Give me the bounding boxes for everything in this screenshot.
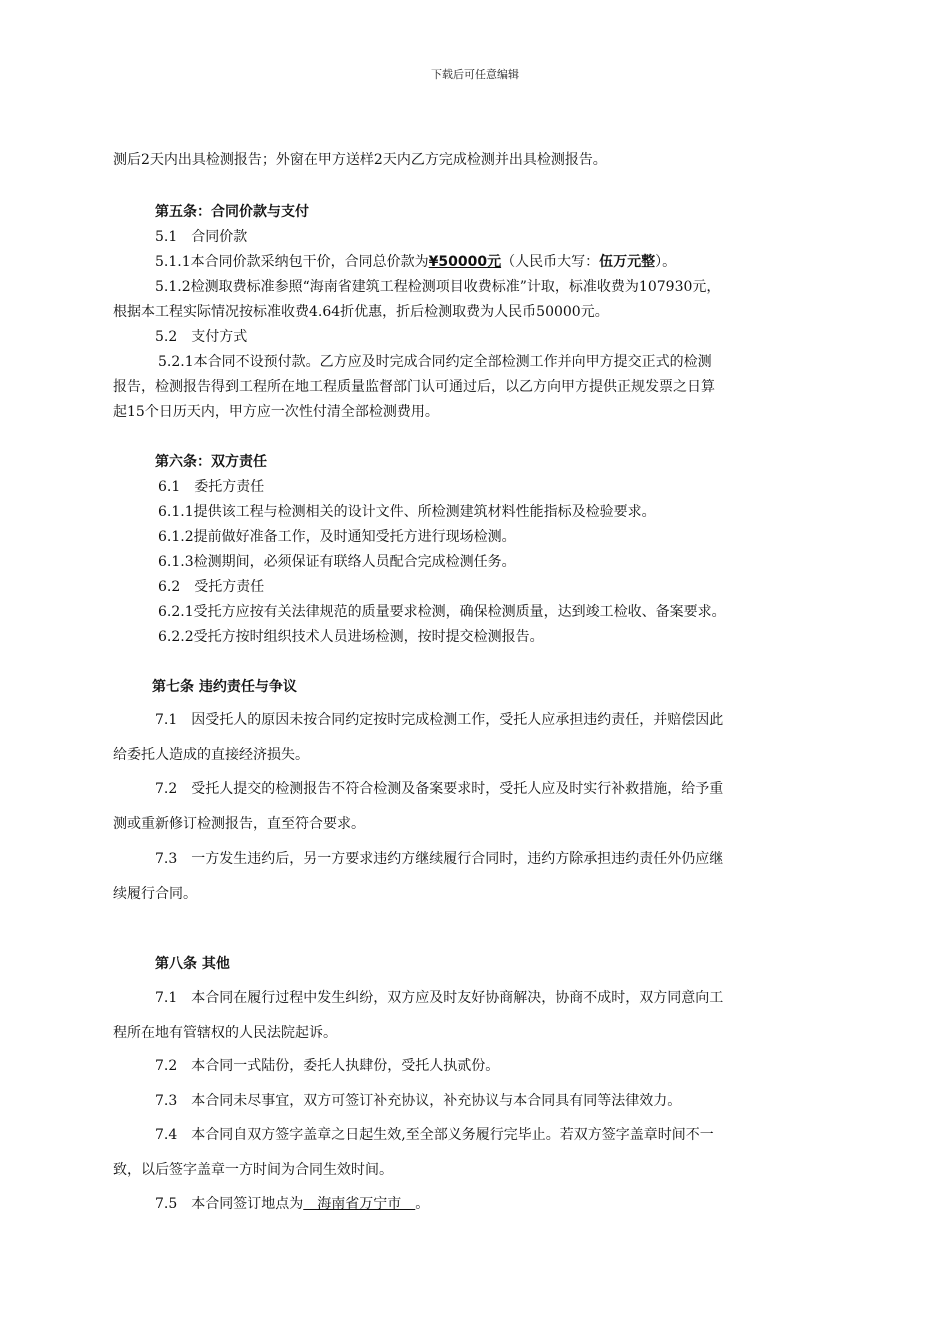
clause-7-1-line-2: 给委托人造成的直接经济损失。 (113, 747, 309, 763)
contract-amount: ¥50000元 (428, 254, 502, 270)
clause-5-1-2-line-1: 5.1.2检测取费标准参照“海南省建筑工程检测项目收费标准”计取，标准收费为107930元， (155, 279, 721, 295)
page-header: 下载后可任意编辑 (431, 68, 519, 81)
clause-6-2-2: 6.2.2受托方按时组织技术人员进场检测，按时提交检测报告。 (158, 629, 544, 645)
clause-5-1-1-text-a: 5.1.1本合同价款采纳包干价，合同总价款为 (155, 254, 429, 270)
clause-7-2-line-1: 7.2 受托人提交的检测报告不符合检测及备案要求时，受托人应及时实行补救措施，给予重 (155, 781, 724, 797)
section-7-title: 第七条 违约责任与争议 (152, 679, 297, 695)
clause-8-5-text-b: 。 (415, 1196, 430, 1212)
clause-6-1-heading: 6.1 委托方责任 (158, 479, 265, 495)
clause-6-2-1: 6.2.1受托方应按有关法律规范的质量要求检测，确保检测质量，达到竣工检收、备案要求。 (158, 604, 726, 620)
clause-5-2-1-line-1: 5.2.1本合同不设预付款。乙方应及时完成合同约定全部检测工作并向甲方提交正式的检测 (158, 354, 712, 370)
clause-8-1-line-1: 7.1 本合同在履行过程中发生纠纷，双方应及时友好协商解决，协商不成时，双方同意向工 (155, 990, 724, 1006)
section-5-title: 第五条：合同价款与支付 (155, 204, 309, 220)
paragraph-continuation: 测后2天内出具检测报告；外窗在甲方送样2天内乙方完成检测并出具检测报告。 (113, 152, 607, 168)
clause-7-2-line-2: 测或重新修订检测报告，直至符合要求。 (113, 816, 365, 832)
clause-8-3: 7.3 本合同未尽事宜，双方可签订补充协议，补充协议与本合同具有同等法律效力。 (155, 1093, 682, 1109)
clause-6-1-1: 6.1.1提供该工程与检测相关的设计文件、所检测建筑材料性能指标及检验要求。 (158, 504, 656, 520)
clause-6-2-heading: 6.2 受托方责任 (158, 579, 265, 595)
clause-6-1-3: 6.1.3检测期间，必须保证有联络人员配合完成检测任务。 (158, 554, 516, 570)
clause-5-1-1 (155, 252, 676, 272)
clause-5-2-heading: 5.2 支付方式 (155, 329, 248, 345)
clause-7-3-line-1: 7.3 一方发生违约后，另一方要求违约方继续履行合同时，违约方除承担违约责任外仍应继 (155, 851, 724, 867)
contract-amount-capital: 伍万元整 (599, 254, 656, 270)
clause-5-2-1-line-2: 报告，检测报告得到工程所在地工程质量监督部门认可通过后，以乙方向甲方提供正规发票之日算 (113, 379, 715, 395)
clause-7-1-line-1: 7.1 因受托人的原因未按合同约定按时完成检测工作，受托人应承担违约责任，并赔偿因此 (155, 712, 724, 728)
section-8-title: 第八条 其他 (155, 956, 230, 972)
signing-location: 海南省万宁市 (303, 1196, 416, 1212)
clause-6-1-2: 6.1.2提前做好准备工作，及时通知受托方进行现场检测。 (158, 529, 516, 545)
section-6-title: 第六条：双方责任 (155, 454, 267, 470)
clause-8-5 (155, 1194, 429, 1214)
clause-8-5-text-a: 7.5 本合同签订地点为 (155, 1196, 304, 1212)
clause-8-4-line-1: 7.4 本合同自双方签字盖章之日起生效,至全部义务履行完毕止。若双方签字盖章时间不一 (155, 1127, 714, 1143)
clause-5-1-heading: 5.1 合同价款 (155, 229, 248, 245)
clause-5-1-1-text-c: ）。 (655, 254, 677, 270)
clause-8-1-line-2: 程所在地有管辖权的人民法院起诉。 (113, 1025, 337, 1041)
clause-7-3-line-2: 续履行合同。 (113, 886, 197, 902)
clause-8-4-line-2: 致，以后签字盖章一方时间为合同生效时间。 (113, 1162, 393, 1178)
clause-5-1-2-line-2: 根据本工程实际情况按标准收费4.64折优惠，折后检测取费为人民币50000元。 (113, 304, 609, 320)
clause-5-1-1-text-b: （人民币大写： (501, 254, 600, 270)
clause-8-2: 7.2 本合同一式陆份，委托人执肆份，受托人执贰份。 (155, 1058, 500, 1074)
clause-5-2-1-line-3: 起15个日历天内，甲方应一次性付清全部检测费用。 (113, 404, 439, 420)
